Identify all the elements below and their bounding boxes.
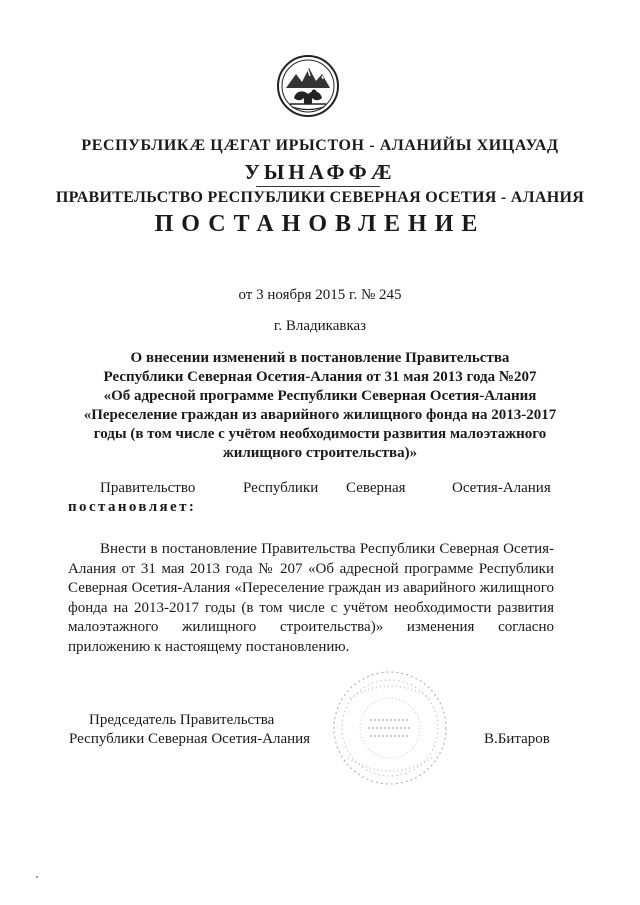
title-line: «Переселение граждан из аварийного жилищного фонда на 2013-2017	[83, 407, 557, 423]
body-line: малоэтажного жилищного строительства)» изменения согласно	[68, 619, 554, 635]
title-line: жилищного строительства)»	[222, 445, 418, 461]
official-seal-icon	[330, 668, 450, 788]
preamble-word: Осетия-Алания	[452, 480, 551, 496]
resolves-label: постановляет:	[68, 499, 197, 515]
resolution-body	[68, 540, 554, 657]
title-line: Республики Северная Осетия-Алания от 31 мая 2013 года №207	[103, 369, 537, 385]
title-line: О внесении изменений в постановление Правительства	[130, 350, 510, 366]
signature-position-line2: Республики Северная Осетия-Алания	[69, 731, 311, 747]
body-line: Северная Осетия-Алания «Переселение граждан из аварийного жилищного	[68, 580, 554, 596]
title-line: «Об адресной программе Республики Северная Осетия-Алания	[103, 388, 537, 404]
preamble-word: Правительство	[100, 480, 196, 496]
preamble-word: Северная	[346, 480, 406, 496]
scan-speck	[36, 876, 38, 878]
body-line: Алания от 31 мая 2013 года № 207 «Об адресной программе Республики	[68, 560, 554, 577]
document-city: г. Владикавказ	[273, 318, 367, 334]
header-ossetian-line: РЕСПУБЛИКÆ ЦÆГАТ ИРЫСТОН - АЛАНИЙЫ ХИЦАУАД	[81, 137, 559, 154]
body-line: Внести в постановление Правительства Республики Северная Осетия-	[100, 541, 554, 557]
document-date: от 3 ноября 2015 г. № 245	[238, 287, 402, 303]
signature-name: В.Битаров	[484, 731, 550, 747]
document-type-title: ПОСТАНОВЛЕНИЕ	[154, 211, 486, 237]
header-russian-line: ПРАВИТЕЛЬСТВО РЕСПУБЛИКИ СЕВЕРНАЯ ОСЕТИЯ - АЛАНИЯ	[55, 189, 585, 206]
header-ossetian-title: УЫНАФФÆ	[244, 160, 396, 184]
body-line: приложению к настоящему постановлению.	[68, 638, 350, 655]
preamble-word: Республики	[243, 480, 319, 496]
body-line: фонда на 2013-2017 годы (в том числе с учётом необходимости развития	[68, 599, 554, 616]
signature-position-line1: Председатель Правительства	[89, 712, 275, 728]
title-line: годы (в том числе с учётом необходимости развития малоэтажного	[93, 426, 547, 442]
document-title	[60, 349, 580, 463]
coat-of-arms-icon	[276, 54, 340, 118]
header-divider	[256, 186, 380, 187]
